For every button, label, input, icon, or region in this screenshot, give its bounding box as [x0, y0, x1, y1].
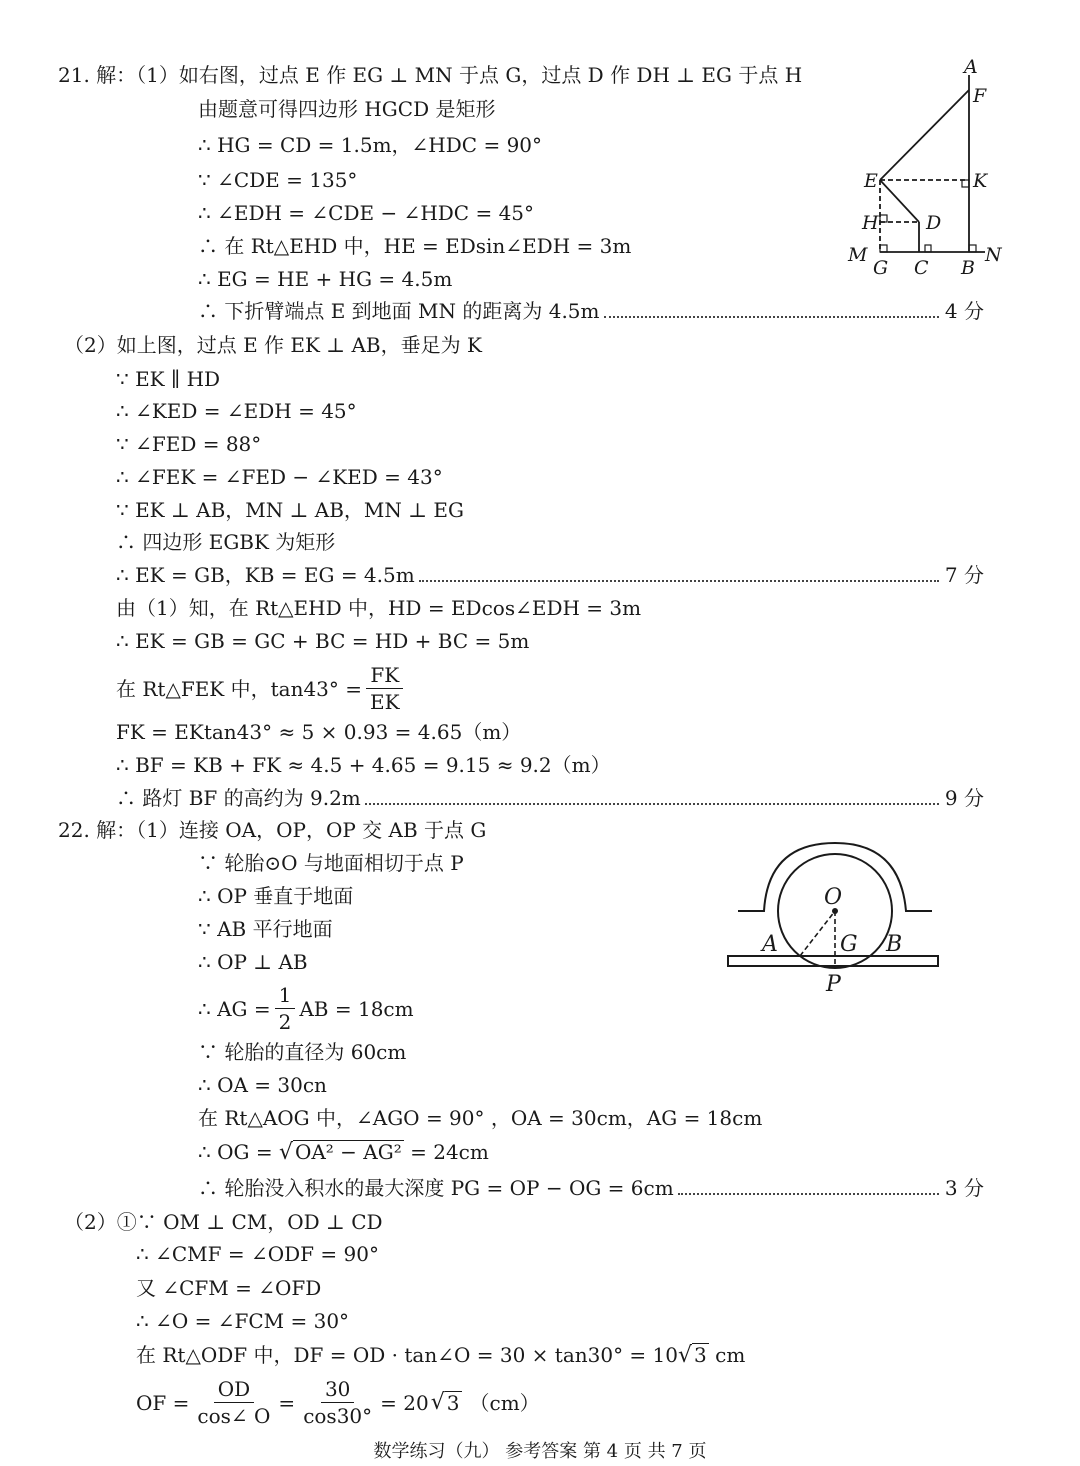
fraction-denominator: cos30°	[303, 1404, 373, 1428]
tan-fraction	[366, 662, 404, 715]
q21-figure	[840, 55, 1010, 280]
label-F: F	[973, 85, 987, 107]
tan-prefix: 在 Rt△FEK 中，tan43° =	[116, 676, 363, 701]
sqrt-radicand: 3	[694, 1343, 707, 1367]
q22-line: （2）①∵ OM ⊥ CM，OD ⊥ CD	[64, 1210, 383, 1234]
label-A: A	[964, 56, 978, 78]
q22-line: ∴ ∠CMF = ∠ODF = 90°	[136, 1242, 379, 1266]
of-fraction-1	[193, 1376, 274, 1429]
right-angle-H	[880, 215, 887, 222]
q21-line: ∴ BF = KB + FK ≈ 4.5 + 4.65 = 9.15 ≈ 9.2（m）	[116, 753, 611, 777]
q21-line: FK = EKtan43° ≈ 5 × 0.93 = 4.65（m）	[116, 720, 522, 744]
conclusion-text: ∴ 轮胎没入积水的最大深度 PG = OP − OG = 6cm	[198, 1176, 674, 1200]
q22-line: 又 ∠CFM = ∠OFD	[136, 1276, 322, 1300]
equals-sign: =	[278, 1390, 296, 1415]
sqrt-radicand: OA² − AG²	[294, 1140, 402, 1164]
right-angle-K	[962, 180, 969, 187]
q22-line: ∴ ∠O = ∠FCM = 30°	[136, 1309, 350, 1333]
q22-line: ∴ OP 垂直于地面	[198, 884, 354, 908]
q21-line: ∵ ∠FED = 88°	[116, 432, 262, 456]
df-prefix: 在 Rt△ODF 中，DF = OD · tan∠O = 30 × tan30° = 10	[136, 1343, 678, 1367]
q21-line: ∵ EK ⊥ AB，MN ⊥ AB，MN ⊥ EG	[116, 498, 465, 522]
dot-leader	[604, 316, 939, 318]
score-label: 3 分	[944, 1176, 984, 1200]
fraction-denominator: EK	[370, 690, 400, 714]
right-angle-G	[880, 245, 887, 252]
label-B: B	[961, 257, 975, 279]
q22-ag-line	[198, 982, 414, 1035]
q22-header: 22. 解：（1）连接 OA，OP，OP 交 AB 于点 G	[58, 818, 487, 842]
label-A: A	[762, 932, 778, 957]
q21-line: ∵ ∠CDE = 135°	[198, 168, 358, 192]
q21-header: 21. 解：（1）如右图，过点 E 作 EG ⊥ MN 于点 G，过点 D 作 DH ⊥ EG 于点 H	[58, 63, 803, 87]
score-label: 4 分	[944, 299, 984, 323]
q22-line: 在 Rt△AOG 中，∠AGO = 90° ，OA = 30cm，AG = 18cm	[198, 1106, 763, 1130]
q21-line: 由（1）知，在 Rt△EHD 中，HD = EDcos∠EDH = 3m	[116, 596, 642, 620]
q22-figure	[720, 835, 945, 1000]
fraction-denominator: 2	[278, 1010, 292, 1034]
ground-strip	[728, 956, 938, 966]
q21-line: ∴ 在 Rt△EHD 中，HE = EDsin∠EDH = 3m	[198, 234, 632, 258]
label-N: N	[985, 244, 1002, 266]
right-angle-C	[925, 245, 931, 252]
df-suffix: cm	[715, 1343, 746, 1367]
of-suffix: （cm）	[469, 1390, 540, 1415]
q22-df-line	[136, 1343, 745, 1368]
sqrt-sign: √	[278, 1140, 293, 1165]
of-fraction-2	[299, 1376, 376, 1429]
q21-score7-line	[116, 563, 984, 587]
q21-line: ∴ ∠FEK = ∠FED − ∠KED = 43°	[116, 465, 443, 489]
q21-tan-line	[116, 662, 408, 715]
q21-line: ∴ EG = HE + HG = 4.5m	[198, 267, 453, 291]
label-H: H	[862, 212, 879, 234]
q21-line: ∵ EK ∥ HD	[116, 367, 221, 391]
q21-conclusion-2	[116, 786, 984, 810]
q21-conclusion-1	[198, 299, 984, 323]
q22-line: ∴ OP ⊥ AB	[198, 950, 308, 974]
og-prefix: ∴ OG =	[198, 1140, 273, 1164]
score-label: 7 分	[944, 563, 984, 587]
q21-part2-header: （2）如上图，过点 E 作 EK ⊥ AB，垂足为 K	[64, 333, 482, 357]
og-suffix: = 24cm	[410, 1140, 489, 1164]
half-fraction	[275, 982, 296, 1035]
fraction-denominator: cos∠ O	[197, 1404, 271, 1428]
label-G: G	[840, 932, 858, 957]
fraction-numerator: 1	[275, 982, 296, 1009]
label-P: P	[826, 972, 841, 997]
segment-OA	[800, 911, 835, 956]
ag-prefix: ∴ AG =	[198, 996, 271, 1021]
conclusion-text: ∴ 下折臂端点 E 到地面 MN 的距离为 4.5m	[198, 299, 600, 323]
label-G: G	[873, 257, 889, 279]
q21-line: ∴ EK = GB = GC + BC = HD + BC = 5m	[116, 629, 530, 653]
q21-line: ∴ HG = CD = 1.5m，∠HDC = 90°	[198, 133, 543, 157]
dot-leader	[365, 803, 939, 805]
q21-line: ∴ ∠EDH = ∠CDE − ∠HDC = 45°	[198, 201, 535, 225]
step-text: ∴ EK = GB，KB = EG = 4.5m	[116, 563, 415, 587]
q21-line: 由题意可得四边形 HGCD 是矩形	[198, 97, 496, 121]
q22-conclusion-1	[198, 1176, 984, 1200]
q22-line: ∵ 轮胎的直径为 60cm	[198, 1040, 407, 1064]
page-footer: 数学练习（九） 参考答案 第 4 页 共 7 页	[373, 1441, 707, 1462]
label-D: D	[926, 212, 942, 234]
q22-line: ∵ 轮胎⊙O 与地面相切于点 P	[198, 851, 464, 875]
q22-of-line	[136, 1376, 540, 1429]
label-B: B	[886, 932, 903, 957]
label-C: C	[914, 257, 929, 279]
dot-leader	[678, 1193, 939, 1195]
fraction-numerator: OD	[214, 1376, 254, 1403]
q22-line: ∵ AB 平行地面	[198, 917, 333, 941]
arm-EF	[880, 90, 969, 180]
sqrt-radicand: 3	[446, 1391, 460, 1415]
fraction-numerator: 30	[321, 1376, 354, 1403]
ag-suffix: AB = 18cm	[299, 996, 414, 1021]
sqrt-sign: √	[678, 1343, 693, 1368]
q22-og-line	[198, 1140, 489, 1165]
q22-line: ∴ OA = 30cn	[198, 1073, 327, 1097]
fraction-numerator: FK	[366, 662, 403, 689]
dot-leader	[419, 580, 939, 582]
label-O: O	[824, 885, 843, 910]
label-K: K	[973, 170, 988, 192]
right-angle-B	[969, 245, 976, 252]
label-E: E	[864, 170, 878, 192]
conclusion-text: ∴ 路灯 BF 的高约为 9.2m	[116, 786, 361, 810]
label-M: M	[848, 244, 868, 266]
q21-line: ∴ ∠KED = ∠EDH = 45°	[116, 399, 357, 423]
q21-line: ∴ 四边形 EGBK 为矩形	[116, 530, 336, 554]
sqrt-sign: √	[430, 1389, 445, 1415]
of-prefix: OF =	[136, 1390, 190, 1415]
score-label: 9 分	[944, 786, 984, 810]
arm-ED	[880, 180, 919, 222]
of-mid: = 20	[380, 1390, 429, 1415]
